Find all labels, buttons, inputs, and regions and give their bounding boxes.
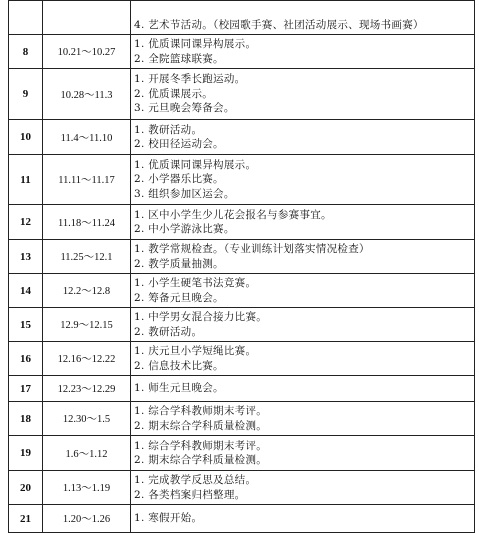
activity-item: 1. 庆元旦小学短绳比赛。 — [134, 345, 257, 358]
activities-cell — [131, 240, 475, 274]
week-number-cell: 15 — [9, 308, 43, 342]
activity-item: 2. 中小学游泳比赛。 — [134, 223, 235, 235]
date-range-cell: 12.16～12.22 — [43, 342, 131, 376]
table-row — [9, 505, 475, 533]
activity-item: 1. 师生元旦晚会。 — [134, 382, 224, 395]
activity-item: 2. 各类档案归档整理。 — [134, 488, 246, 501]
table-row — [9, 35, 475, 69]
week-number-cell — [9, 1, 43, 35]
activity-item: 1. 综合学科教师期末考评。 — [134, 439, 268, 452]
week-number-cell: 10 — [9, 120, 43, 155]
activity-item: 1. 完成教学反思及总结。 — [134, 474, 257, 487]
date-range-cell: 1.20～1.26 — [43, 505, 131, 533]
activity-item: 1. 教学常规检查。（专业训练计划落实情况检查） — [134, 243, 370, 256]
activity-item: 2. 期末综合学科质量检测。 — [134, 419, 268, 432]
date-range-cell: 11.25～12.1 — [43, 240, 131, 274]
table-row — [9, 1, 475, 35]
activities-cell — [131, 471, 475, 505]
week-number-cell: 11 — [9, 155, 43, 205]
activities-cell — [131, 69, 475, 120]
activity-item: 2. 优质课展示。 — [134, 87, 214, 100]
activity-item: 2. 信息技术比赛。 — [134, 359, 224, 372]
activities-cell — [131, 402, 475, 436]
week-number-cell: 17 — [9, 376, 43, 402]
activity-item: 1. 开展冬季长跑运动。 — [134, 73, 246, 86]
week-number-cell: 18 — [9, 402, 43, 436]
activity-item — [134, 3, 471, 17]
date-range-cell: 11.11～11.17 — [43, 155, 131, 205]
table-row — [9, 402, 475, 436]
week-number-cell: 8 — [9, 35, 43, 69]
activity-item: 2. 全院篮球联赛。 — [134, 52, 224, 65]
activity-item: 1. 综合学科教师期末考评。 — [134, 405, 268, 418]
table-row — [9, 308, 475, 342]
activities-cell — [131, 308, 475, 342]
activities-cell — [131, 35, 475, 69]
date-range-cell — [43, 1, 131, 35]
week-number-cell: 14 — [9, 274, 43, 308]
activities-cell — [131, 505, 475, 533]
date-range-cell: 11.4～11.10 — [43, 120, 131, 155]
date-range-cell: 12.2～12.8 — [43, 274, 131, 308]
table-row — [9, 240, 475, 274]
activity-item: 3. 组织参加区运会。 — [134, 187, 235, 200]
activities-cell — [131, 155, 475, 205]
date-range-cell: 10.28～11.3 — [43, 69, 131, 120]
table-row — [9, 436, 475, 471]
table-row — [9, 471, 475, 505]
activity-item: 2. 校田径运动会。 — [134, 138, 224, 150]
date-range-cell: 10.21～10.27 — [43, 35, 131, 69]
activity-item: 1. 小学生硬笔书法竞赛。 — [134, 277, 257, 290]
week-number-cell: 16 — [9, 342, 43, 376]
table-row — [9, 342, 475, 376]
activity-item: 1. 区中小学生少儿花会报名与参赛事宜。 — [134, 208, 332, 221]
table-row — [9, 205, 475, 240]
activity-item: 1. 寒假开始。 — [134, 512, 203, 525]
activity-item: 3. 元旦晚会筹备会。 — [134, 102, 235, 115]
schedule-table — [8, 0, 475, 533]
week-number-cell: 21 — [9, 505, 43, 533]
activity-item: 2. 筹备元旦晚会。 — [134, 291, 224, 304]
activity-item: 4. 艺术节活动。（校园歌手赛、社团活动展示、现场书画赛） — [134, 18, 424, 31]
date-range-cell: 1.13～1.19 — [43, 471, 131, 505]
date-range-cell: 12.23～12.29 — [43, 376, 131, 402]
activity-item: 2. 教学质量抽测。 — [134, 257, 224, 270]
week-number-cell: 13 — [9, 240, 43, 274]
activity-item: 2. 教研活动。 — [134, 325, 203, 338]
week-number-cell: 12 — [9, 205, 43, 240]
table-row — [9, 376, 475, 402]
week-number-cell: 9 — [9, 69, 43, 120]
activities-cell — [131, 436, 475, 471]
activities-cell — [131, 1, 475, 35]
activities-cell — [131, 205, 475, 240]
activity-item: 1. 优质课同课异构展示。 — [134, 158, 257, 171]
week-number-cell: 19 — [9, 436, 43, 471]
activities-cell — [131, 376, 475, 402]
activity-item: 1. 教研活动。 — [134, 123, 203, 136]
activities-cell — [131, 120, 475, 155]
week-number-cell: 20 — [9, 471, 43, 505]
activities-cell — [131, 274, 475, 308]
activity-item: 1. 优质课同课异构展示。 — [134, 38, 257, 51]
table-row — [9, 274, 475, 308]
date-range-cell: 12.30～1.5 — [43, 402, 131, 436]
table-row — [9, 120, 475, 155]
activity-item: 2. 期末综合学科质量检测。 — [134, 454, 268, 466]
activities-cell — [131, 342, 475, 376]
table-row — [9, 69, 475, 120]
activity-item: 1. 中学男女混合接力比赛。 — [134, 311, 268, 324]
schedule-body — [9, 1, 475, 533]
activity-item: 2. 小学器乐比赛。 — [134, 173, 224, 186]
date-range-cell: 1.6～1.12 — [43, 436, 131, 471]
date-range-cell: 11.18～11.24 — [43, 205, 131, 240]
table-row — [9, 155, 475, 205]
date-range-cell: 12.9～12.15 — [43, 308, 131, 342]
